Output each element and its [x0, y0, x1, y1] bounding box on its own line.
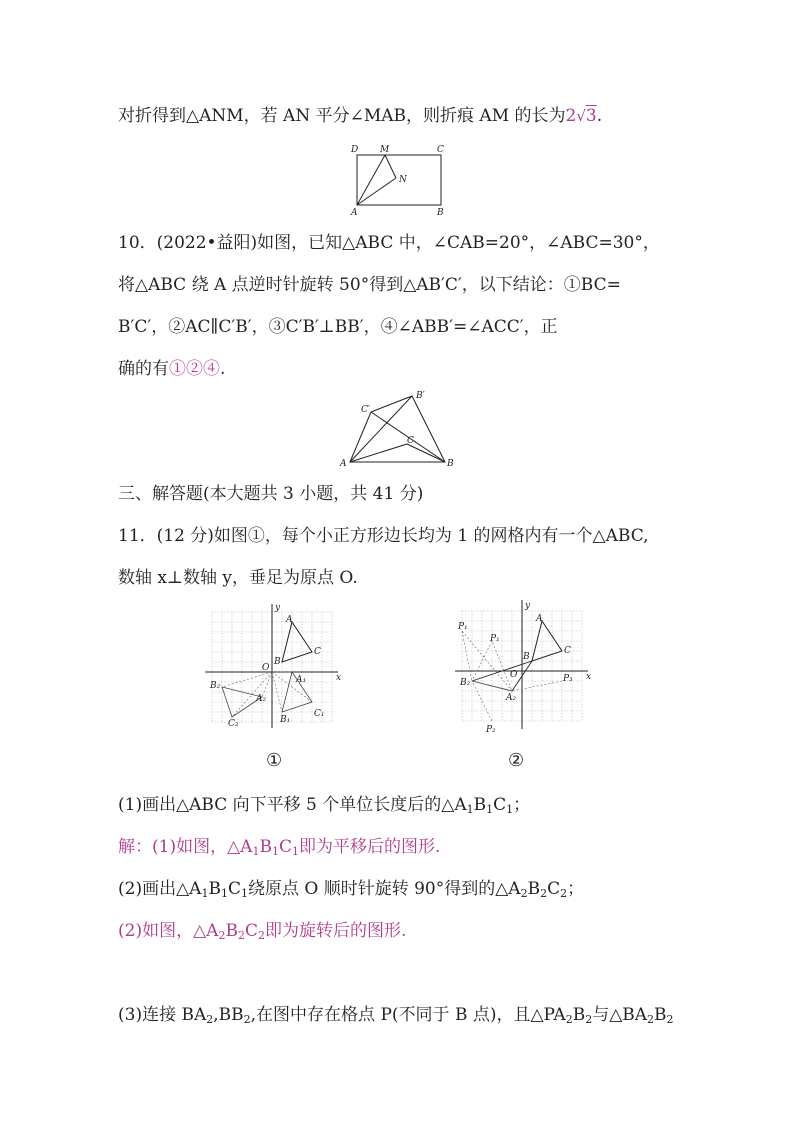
- q11-part2: (2)画出$\triangle A_1B_1C_1$绕原点 O 顺时针旋转 90°得到的$\triangle A_2B_2C_2$；: [118, 879, 585, 900]
- svg-text:A₂: A₂: [506, 693, 517, 703]
- q10-line1: 10．(2022•益阳)如图，已知△ABC 中，∠CAB=20°，∠ABC=30°，: [118, 233, 660, 253]
- svg-text:C: C: [407, 436, 414, 446]
- svg-text:B₂: B₂: [210, 681, 221, 691]
- svg-text:A₁: A₁: [296, 675, 307, 685]
- svg-text:B′: B′: [416, 391, 425, 401]
- q9-answer: 2√3: [565, 106, 597, 126]
- grid-figure-2: [450, 597, 595, 737]
- svg-text:P₂: P₂: [486, 725, 496, 735]
- svg-text:B: B: [274, 657, 281, 667]
- q11-part3: (3)连接 $BA_2,BB_2$,在图中存在格点 P(不同于 B 点)，且$\triangle PA_2B_2$与$\triangle BA_2B_2$: [118, 1005, 674, 1026]
- svg-text:D: D: [351, 145, 359, 155]
- svg-text:C′: C′: [361, 405, 370, 415]
- svg-text:C: C: [314, 647, 321, 657]
- svg-text:O: O: [262, 663, 270, 673]
- q9-text: 对折得到△ANM，若 AN 平分∠MAB，则折痕 AM 的长为: [118, 106, 566, 126]
- q10-line3: B′C′，②AC∥C′B′，③C′B′⊥BB′，④∠ABB′=∠ACC′，正: [118, 317, 558, 337]
- svg-text:C₁: C₁: [314, 709, 325, 719]
- section-heading: 三、解答题(本大题共 3 小题，共 41 分): [118, 484, 424, 504]
- svg-text:C₂: C₂: [228, 719, 239, 729]
- grid-figure-1: [200, 600, 345, 735]
- svg-text:A: A: [286, 615, 293, 625]
- svg-text:B: B: [447, 459, 454, 469]
- figure-caption-2: ②: [508, 750, 525, 771]
- q10-triangle-figure: [337, 388, 462, 473]
- q11-answer1: 解：(1)如图，$\triangle A_1B_1C_1$即为平移后的图形.: [118, 837, 441, 858]
- svg-text:N: N: [399, 175, 407, 185]
- svg-text:A: A: [536, 614, 543, 624]
- svg-text:x: x: [336, 673, 342, 683]
- svg-text:C: C: [564, 646, 571, 656]
- svg-text:y: y: [525, 601, 531, 611]
- svg-text:M: M: [380, 145, 390, 155]
- q9-line: 对折得到△ANM，若 AN 平分∠MAB，则折痕 AM 的长为2√3.: [118, 106, 603, 126]
- svg-text:A: A: [351, 208, 358, 218]
- svg-text:P₁: P₁: [458, 622, 468, 632]
- svg-text:A: A: [340, 459, 347, 469]
- svg-text:O: O: [510, 670, 518, 680]
- q10-line2: 将△ABC 绕 A 点逆时针旋转 50°得到△AB′C′，以下结论：①BC=: [118, 275, 621, 295]
- svg-text:x: x: [586, 672, 592, 682]
- svg-text:A₂: A₂: [256, 694, 267, 704]
- svg-text:B: B: [523, 652, 530, 662]
- svg-text:C: C: [437, 145, 444, 155]
- svg-text:B: B: [437, 208, 444, 218]
- svg-text:B₁: B₁: [280, 715, 291, 725]
- svg-text:B₂: B₂: [460, 678, 471, 688]
- q11-line2: 数轴 x⊥数轴 y，垂足为原点 O.: [118, 568, 358, 588]
- svg-text:P₃: P₃: [563, 674, 573, 684]
- figure-caption-1: ①: [266, 750, 283, 771]
- svg-text:y: y: [275, 603, 281, 613]
- q11-line1: 11．(12 分)如图①，每个小正方形边长均为 1 的网格内有一个△ABC,: [118, 526, 649, 546]
- svg-text:P₁: P₁: [490, 634, 500, 644]
- q11-part1: (1)画出△ABC 向下平移 5 个单位长度后的$\triangle A_1B_1C_1$；: [118, 795, 531, 816]
- q11-answer2: (2)如图，$\triangle A_2B_2C_2$即为旋转后的图形.: [118, 921, 407, 942]
- q10-line4: 确的有①②④.: [118, 359, 226, 379]
- q10-answer: ①②④: [169, 359, 220, 379]
- q9-rectangle-figure: [345, 140, 455, 218]
